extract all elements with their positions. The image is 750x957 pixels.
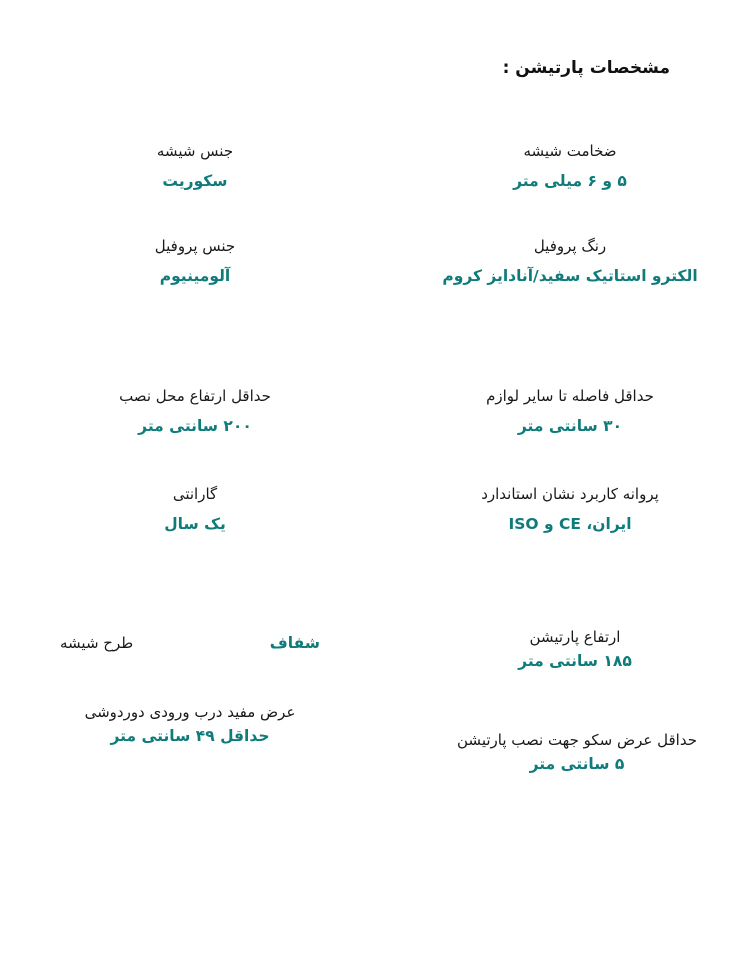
- spec-value: ۳۰ سانتی متر: [517, 417, 623, 436]
- spec-label: جنس شیشه: [156, 142, 234, 160]
- page-title: مشخصات پارتیشن :: [502, 58, 670, 78]
- spec-label: عرض مفید درب ورودی دوردوشی: [84, 703, 296, 721]
- spec-label: پروانه کاربرد نشان استاندارد: [481, 485, 659, 503]
- spec-value: ایران، CE و ISO: [508, 515, 632, 534]
- spec-value: ۲۰۰ سانتی متر: [138, 417, 252, 436]
- spec-partition-height: [430, 625, 720, 674]
- spec-label: ضخامت شیشه: [523, 142, 617, 160]
- spec-label: ارتفاع پارتیشن: [529, 628, 621, 646]
- spec-value: ۵ و ۶ میلی متر: [513, 172, 627, 191]
- spec-glass-thickness: [420, 140, 720, 193]
- spec-value: ۱۸۵ سانتی متر: [518, 652, 632, 670]
- spec-glass-material: [70, 140, 320, 193]
- spec-profile-material: [70, 235, 320, 288]
- spec-label: حداقل ارتفاع محل نصب: [119, 387, 271, 405]
- spec-label: گارانتی: [172, 485, 218, 503]
- spec-sku-width: [422, 728, 732, 777]
- spec-min-distance: [420, 385, 720, 438]
- spec-door-width: [45, 700, 335, 749]
- spec-label: جنس پروفیل: [154, 237, 236, 255]
- spec-value: یک سال: [164, 515, 226, 534]
- spec-profile-color: [420, 235, 720, 288]
- spec-value: سکوریت: [162, 172, 228, 191]
- spec-glass-design: [60, 634, 320, 652]
- spec-value: آلومینیوم: [159, 267, 231, 286]
- spec-label: حداقل فاصله تا سایر لوازم: [486, 387, 654, 405]
- spec-label: حداقل عرض سکو جهت نصب پارتیشن: [457, 731, 697, 749]
- spec-value: شفاف: [269, 634, 320, 652]
- spec-value: ۵ سانتی متر: [529, 755, 625, 773]
- spec-warranty: [70, 483, 320, 536]
- spec-min-install-height: [70, 385, 320, 438]
- spec-value: الکترو استاتیک سفید/آنادایز کروم: [442, 267, 698, 286]
- spec-value: حداقل ۴۹ سانتی متر: [110, 727, 270, 745]
- spec-label: رنگ پروفیل: [533, 237, 607, 255]
- spec-standard-license: [420, 483, 720, 536]
- spec-label: طرح شیشه: [60, 634, 134, 652]
